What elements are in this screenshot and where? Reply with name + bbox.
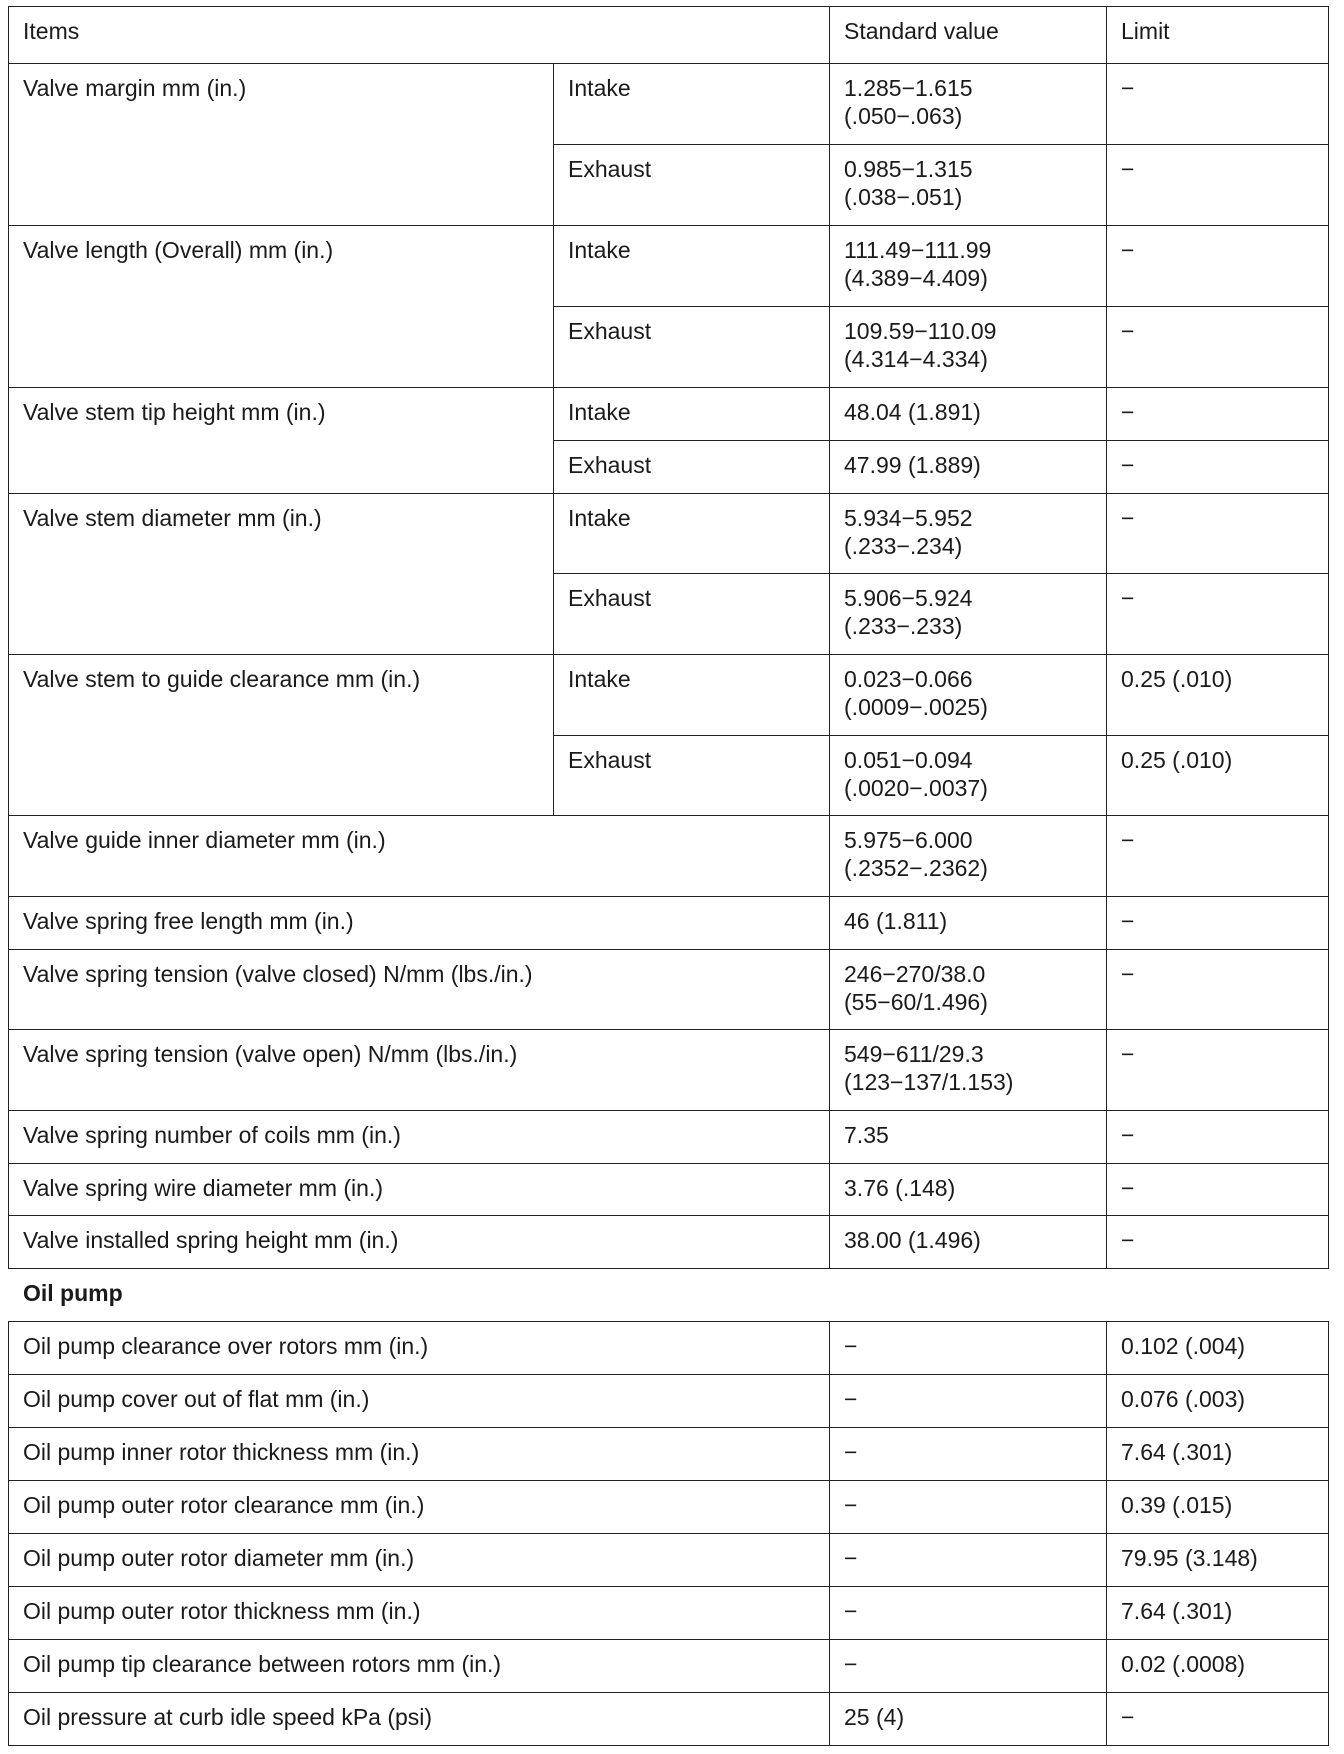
table-row: [9, 896, 1329, 949]
table-row: [9, 1374, 1329, 1427]
sub-item-exhaust: Exhaust: [554, 440, 830, 493]
standard-value: −: [830, 1639, 1107, 1692]
item-label: Oil pump outer rotor diameter mm (in.): [9, 1533, 830, 1586]
sub-item-intake: Intake: [554, 655, 830, 736]
limit-value: −: [1107, 440, 1329, 493]
limit-value: 0.39 (.015): [1107, 1480, 1329, 1533]
item-label: Oil pump tip clearance between rotors mm (in.): [9, 1639, 830, 1692]
standard-value: −: [830, 1586, 1107, 1639]
item-label: Oil pressure at curb idle speed kPa (psi): [9, 1692, 830, 1745]
sub-item-exhaust: Exhaust: [554, 735, 830, 816]
limit-value: −: [1107, 307, 1329, 388]
table-row: [9, 493, 1329, 574]
table-row: [9, 1692, 1329, 1745]
sub-item-exhaust: Exhaust: [554, 307, 830, 388]
item-label: Valve stem to guide clearance mm (in.): [9, 655, 554, 816]
standard-value: 46 (1.811): [830, 896, 1107, 949]
limit-value: 7.64 (.301): [1107, 1427, 1329, 1480]
limit-value: −: [1107, 387, 1329, 440]
standard-value: 3.76 (.148): [830, 1163, 1107, 1215]
table-row: [9, 655, 1329, 736]
item-label: Oil pump clearance over rotors mm (in.): [9, 1321, 830, 1374]
standard-value: 38.00 (1.496): [830, 1215, 1107, 1268]
limit-value: 0.02 (.0008): [1107, 1639, 1329, 1692]
standard-value: 0.023−0.066 (.0009−.0025): [830, 655, 1107, 736]
limit-value: −: [1107, 574, 1329, 655]
header-items: Items: [9, 7, 830, 64]
item-label: Valve guide inner diameter mm (in.): [9, 816, 830, 897]
limit-value: 0.25 (.010): [1107, 735, 1329, 816]
standard-value: 246−270/38.0 (55−60/1.496): [830, 949, 1107, 1030]
table-row: [9, 1111, 1329, 1164]
sub-item-intake: Intake: [554, 493, 830, 574]
item-label: Valve spring number of coils mm (in.): [9, 1111, 830, 1164]
limit-value: −: [1107, 1111, 1329, 1164]
limit-value: −: [1107, 816, 1329, 897]
standard-value: 5.975−6.000 (.2352−.2362): [830, 816, 1107, 897]
table-row: [9, 225, 1329, 307]
sub-item-exhaust: Exhaust: [554, 145, 830, 226]
limit-value: 7.64 (.301): [1107, 1586, 1329, 1639]
sub-item-exhaust: Exhaust: [554, 574, 830, 655]
table-row: [9, 816, 1329, 897]
table-row: [9, 1427, 1329, 1480]
standard-value: 5.906−5.924 (.233−.233): [830, 574, 1107, 655]
standard-value: 1.285−1.615 (.050−.063): [830, 64, 1107, 145]
item-label: Valve spring tension (valve closed) N/mm (lbs./in.): [9, 949, 830, 1030]
standard-value: −: [830, 1480, 1107, 1533]
table-row: [9, 1586, 1329, 1639]
item-label: Valve spring tension (valve open) N/mm (lbs./in.): [9, 1030, 830, 1111]
standard-value: 109.59−110.09 (4.314−4.334): [830, 307, 1107, 388]
limit-value: −: [1107, 493, 1329, 574]
item-label: Valve spring wire diameter mm (in.): [9, 1163, 830, 1215]
standard-value: 0.985−1.315 (.038−.051): [830, 145, 1107, 226]
standard-value: −: [830, 1321, 1107, 1374]
table-row: [9, 1480, 1329, 1533]
standard-value: 47.99 (1.889): [830, 440, 1107, 493]
item-label: Valve stem tip height mm (in.): [9, 387, 554, 493]
limit-value: −: [1107, 1215, 1329, 1268]
item-label: Valve stem diameter mm (in.): [9, 493, 554, 654]
limit-value: −: [1107, 1030, 1329, 1111]
limit-value: −: [1107, 1163, 1329, 1215]
item-label: Oil pump outer rotor thickness mm (in.): [9, 1586, 830, 1639]
standard-value: 7.35: [830, 1111, 1107, 1164]
sub-item-intake: Intake: [554, 387, 830, 440]
limit-value: −: [1107, 64, 1329, 145]
limit-value: −: [1107, 145, 1329, 226]
limit-value: −: [1107, 896, 1329, 949]
standard-value: −: [830, 1374, 1107, 1427]
limit-value: 0.102 (.004): [1107, 1321, 1329, 1374]
standard-value: 48.04 (1.891): [830, 387, 1107, 440]
item-label: Valve spring free length mm (in.): [9, 896, 830, 949]
section-heading-oil-pump: Oil pump: [9, 1268, 1329, 1321]
table-row: [9, 387, 1329, 440]
table-row: [9, 1533, 1329, 1586]
limit-value: 79.95 (3.148): [1107, 1533, 1329, 1586]
header-standard-value: Standard value: [830, 7, 1107, 64]
sub-item-intake: Intake: [554, 64, 830, 145]
item-label: Valve installed spring height mm (in.): [9, 1215, 830, 1268]
standard-value: 5.934−5.952 (.233−.234): [830, 493, 1107, 574]
table-row: [9, 1163, 1329, 1215]
header-row: [9, 7, 1329, 64]
standard-value: 25 (4): [830, 1692, 1107, 1745]
limit-value: 0.25 (.010): [1107, 655, 1329, 736]
item-label: Oil pump inner rotor thickness mm (in.): [9, 1427, 830, 1480]
limit-value: −: [1107, 949, 1329, 1030]
limit-value: 0.076 (.003): [1107, 1374, 1329, 1427]
item-label: Valve margin mm (in.): [9, 64, 554, 225]
standard-value: 111.49−111.99 (4.389−4.409): [830, 225, 1107, 307]
standard-value: 549−611/29.3 (123−137/1.153): [830, 1030, 1107, 1111]
item-label: Valve length (Overall) mm (in.): [9, 225, 554, 387]
table-row: [9, 1030, 1329, 1111]
table-row: [9, 64, 1329, 145]
table-row: [9, 1639, 1329, 1692]
item-label: Oil pump outer rotor clearance mm (in.): [9, 1480, 830, 1533]
standard-value: 0.051−0.094 (.0020−.0037): [830, 735, 1107, 816]
table-row: [9, 1321, 1329, 1374]
section-row: [9, 1268, 1329, 1321]
limit-value: −: [1107, 1692, 1329, 1745]
limit-value: −: [1107, 225, 1329, 307]
header-limit: Limit: [1107, 7, 1329, 64]
standard-value: −: [830, 1533, 1107, 1586]
table-row: [9, 949, 1329, 1030]
standard-value: −: [830, 1427, 1107, 1480]
item-label: Oil pump cover out of flat mm (in.): [9, 1374, 830, 1427]
sub-item-intake: Intake: [554, 225, 830, 307]
table-row: [9, 1215, 1329, 1268]
spec-table: [8, 6, 1329, 1746]
